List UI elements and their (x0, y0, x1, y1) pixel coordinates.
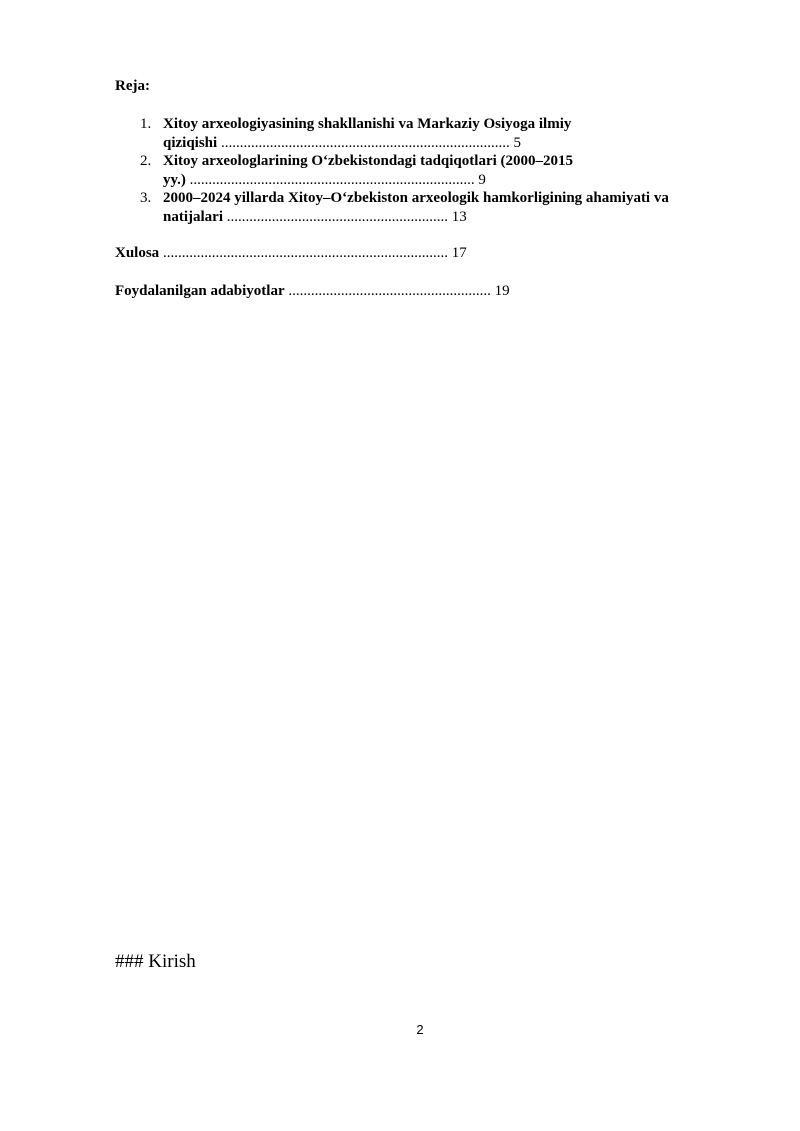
toc-item-line-2 (163, 134, 736, 153)
toc-references-label: Foydalanilgan adabiyotlar (115, 283, 285, 299)
toc-dot-leader: ............................................................................ (185, 171, 479, 188)
toc-item-line-1 (163, 115, 736, 134)
toc-item-number: 2. (140, 153, 152, 169)
toc-item-title-continued: qiziqishi (163, 134, 218, 151)
toc-page-number: 9 (478, 171, 486, 188)
section-heading-introduction: ### Kirish (115, 951, 196, 972)
toc-item (136, 115, 736, 152)
toc-item (136, 152, 736, 189)
toc-page-number: 19 (494, 283, 510, 299)
toc-dot-leader: ............................................................................. (217, 134, 514, 151)
toc-item-line-2 (163, 208, 736, 227)
toc-item (136, 189, 736, 226)
toc-dot-leader: ........................................................... (223, 208, 452, 225)
toc-item-number: 3. (140, 190, 152, 206)
toc-conclusion-entry (115, 244, 467, 262)
toc-item-line-1 (163, 189, 736, 208)
toc-page-number: 5 (513, 134, 521, 151)
page-number: 2 (416, 1022, 424, 1037)
toc-item-line-2 (163, 171, 736, 190)
table-of-contents (136, 115, 736, 226)
toc-item-title-continued: yy.) (163, 171, 186, 188)
toc-page-number: 17 (451, 245, 467, 261)
toc-dot-leader: ...................................................... (284, 283, 495, 299)
toc-dot-leader: ............................................................................ (159, 245, 452, 261)
toc-item-title: Xitoy arxeologiyasining shakllanishi va Markaziy Osiyoga ilmiy (163, 116, 572, 132)
plan-heading: Reja: (115, 78, 150, 94)
toc-page-number: 13 (451, 208, 467, 225)
toc-references-entry (115, 282, 510, 300)
toc-item-title-continued: natijalari (163, 208, 223, 225)
toc-item-title: 2000–2024 yillarda Xitoy–O‘zbekiston arxeologik hamkorligining ahamiyati va (163, 190, 669, 206)
toc-item-line-1 (163, 152, 736, 171)
toc-conclusion-label: Xulosa (115, 245, 160, 261)
toc-item-title: Xitoy arxeologlarining O‘zbekistondagi tadqiqotlari (2000–2015 (163, 153, 574, 169)
toc-item-number: 1. (140, 116, 152, 132)
